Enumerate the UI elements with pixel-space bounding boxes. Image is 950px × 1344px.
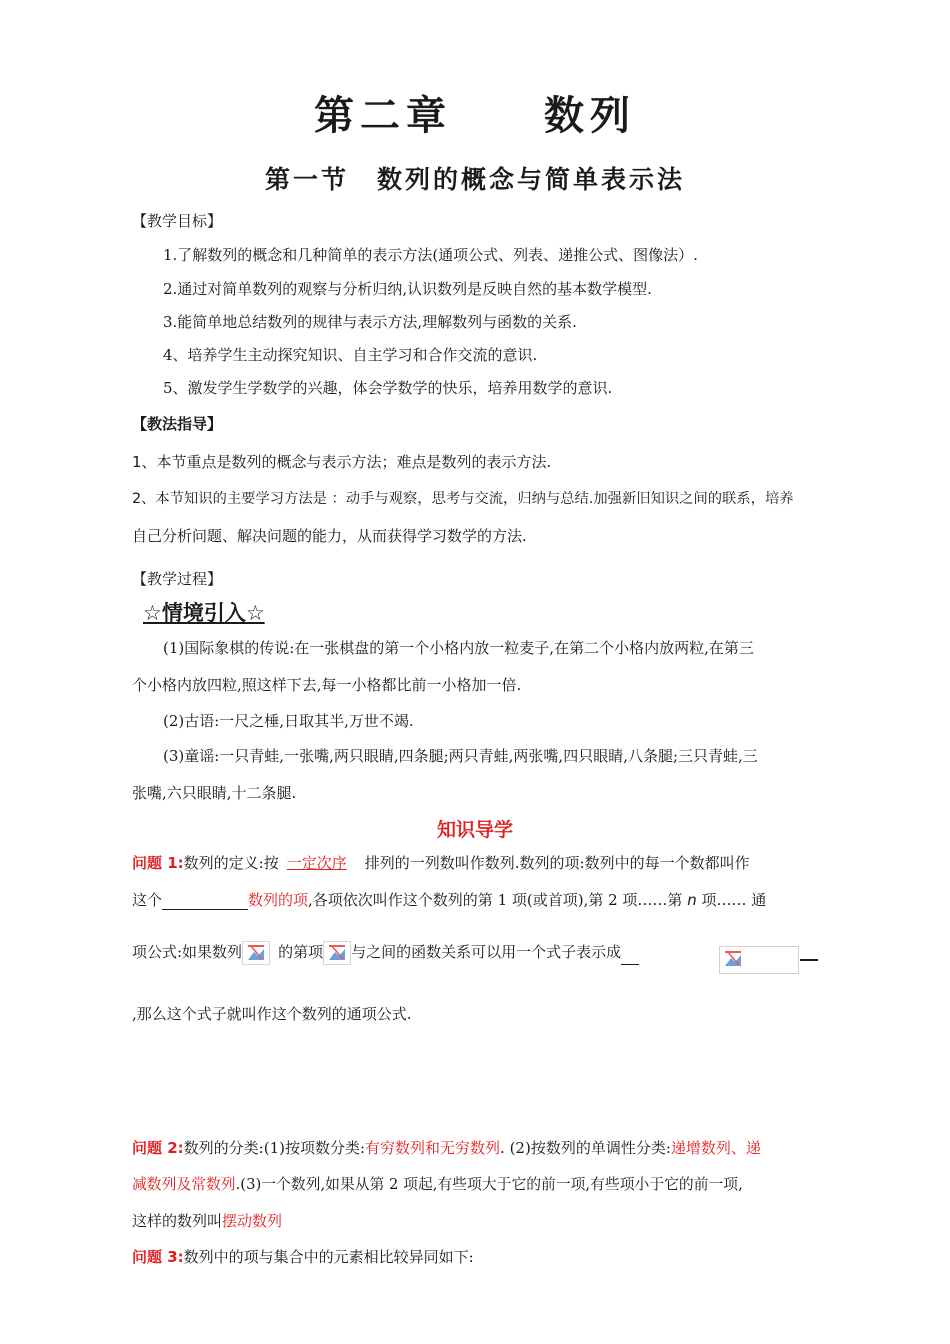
answer-fill: 减数列及常数列	[132, 1176, 236, 1193]
question-1-line-2: 这个 数列的项,各项依次叫作这个数列的第 1 项(或首项),第 2 项……第 n 项…… 通	[132, 891, 767, 909]
chapter-title: 第二章 数列	[314, 93, 636, 139]
question-2-line-1: 问题 2:数列的分类:(1)按项数分类:有穷数列和无穷数列. (2)按数列的单调性分类:递增数列、递	[132, 1139, 761, 1157]
question-1-line-1	[132, 852, 750, 873]
question-label: 问题 1:	[132, 854, 184, 872]
answer-blank	[162, 893, 248, 910]
objective-item: 2.通过对简单数列的观察与分析归纳,认识数列是反映自然的基本数学模型.	[163, 280, 652, 298]
question-1-line-3: 项公式:如果数列 的第项 与之间的函数关系可以用一个式子表示成	[132, 941, 639, 965]
answer-fill: 数列的项	[248, 891, 309, 909]
objective-item: 1.了解数列的概念和几种简单的表示方法(通项公式、列表、递推公式、图像法）.	[163, 246, 698, 264]
answer-blank	[800, 959, 818, 961]
formula-image-placeholder	[719, 946, 799, 974]
intro-paragraph: (3)童谣:一只青蛙,一张嘴,两只眼睛,四条腿;两只青蛙,两张嘴,四只眼睛,八条腿;三只青蛙,三	[163, 747, 758, 765]
intro-paragraph: (1)国际象棋的传说:在一张棋盘的第一个小格内放一粒麦子,在第二个小格内放两粒,在第三	[163, 639, 754, 657]
question-2-line-3: 这样的数列叫摆动数列	[132, 1212, 283, 1230]
broken-image-icon	[720, 948, 746, 970]
objective-item: 5、激发学生学数学的兴趣，体会学数学的快乐，培养用数学的意识.	[163, 379, 613, 397]
knowledge-heading: 知识导学	[436, 819, 513, 841]
broken-image-icon	[323, 941, 351, 965]
intro-paragraph-continued: 张嘴,六只眼睛,十二条腿.	[132, 784, 297, 802]
section-title: 第一节 数列的概念与简单表示法	[264, 165, 685, 194]
broken-image-icon	[242, 941, 270, 965]
guidance-item-continued: 自己分析问题、解决问题的能力，从而获得学习数学的方法.	[132, 527, 527, 545]
intro-heading: ☆情境引入☆	[143, 601, 265, 625]
process-heading: 【教学过程】	[132, 570, 223, 588]
answer-fill: 一定次序	[286, 854, 347, 872]
answer-fill: 摆动数列	[222, 1212, 283, 1230]
question-label: 问题 3:	[132, 1248, 184, 1266]
question-text: 数列的定义:按	[183, 854, 279, 872]
guidance-item: 2、本节知识的主要学习方法是 ：动手与观察，思考与交流，归纳与总结.加强新旧知识之间的联系，培养	[132, 491, 794, 507]
objective-item: 3.能简单地总结数列的规律与表示方法,理解数列与函数的关系.	[163, 313, 577, 331]
guidance-item: 1、本节重点是数列的概念与表示方法；难点是数列的表示方法.	[132, 453, 552, 471]
question-2-line-2: 减数列及常数列.(3)一个数列,如果从第 2 项起,有些项大于它的前一项,有些项小于它的前一项,	[132, 1176, 743, 1193]
guidance-heading: 【教法指导】	[132, 415, 223, 433]
question-3: 问题 3:数列中的项与集合中的元素相比较异同如下:	[132, 1248, 474, 1266]
objectives-heading: 【教学目标】	[132, 212, 223, 230]
intro-paragraph: (2)古语:一尺之棰,日取其半,万世不竭.	[163, 712, 414, 730]
question-label: 问题 2:	[132, 1139, 184, 1157]
question-text: 排列的一列数叫作数列.数列的项:数列中的每一个数都叫作	[364, 854, 750, 872]
objective-item: 4、培养学生主动探究知识、自主学习和合作交流的意识.	[163, 346, 538, 364]
answer-fill: 有穷数列和无穷数列	[365, 1139, 501, 1157]
question-1-line-4: ,那么这个式子就叫作这个数列的通项公式.	[132, 1005, 412, 1023]
answer-fill: 递增数列、递	[670, 1139, 761, 1157]
intro-paragraph-continued: 个小格内放四粒,照这样下去,每一小格都比前一小格加一倍.	[132, 676, 522, 694]
variable-n: n	[687, 891, 697, 909]
